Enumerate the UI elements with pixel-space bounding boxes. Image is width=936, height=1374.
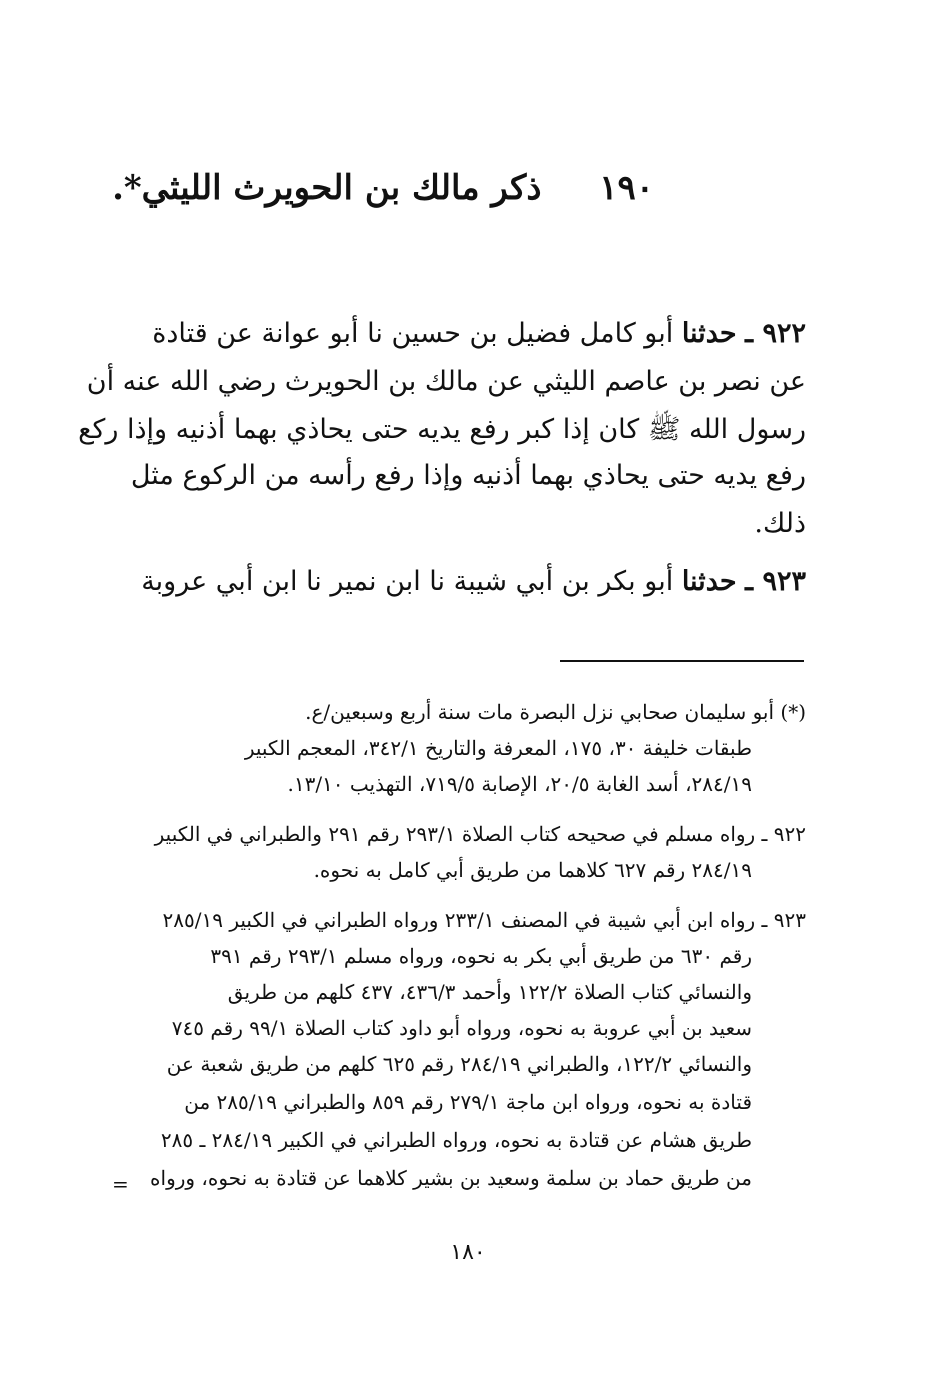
footnote-923-line-3: والنسائي كتاب الصلاة ١٢٢/٢ وأحمد ٤٣٦/٣، ٤٣٧ كلهم من طريق (227, 980, 752, 1004)
hadith-922-line-5: ذلك. (754, 508, 806, 539)
hadith-922-number: ٩٢٢ ـ (745, 318, 806, 349)
footnote-923-line-7: طريق هشام عن قتادة به نحوه، ورواه الطبراني في الكبير ٢٨٤/١٩ ـ ٢٨٥ (160, 1128, 752, 1152)
footnote-star-line-3: ٢٨٤/١٩، أسد الغابة ٢٠/٥، الإصابة ٧١٩/٥، التهذيب ١٣/١٠. (287, 772, 752, 796)
footnote-star-line-1: (*) أبو سليمان صحابي نزل البصرة مات سنة أربع وسبعين/ع. (305, 700, 806, 724)
hadith-923-text: أبو بكر بن أبي شيبة نا ابن نمير نا ابن أبي عروبة (141, 566, 674, 597)
hadith-922-line-1 (152, 318, 806, 349)
chapter-heading (112, 168, 654, 208)
chapter-number: ١٩٠ (599, 168, 654, 208)
hadith-922-line-4: رفع يديه حتى يحاذي بهما أذنيه وإذا رفع رأسه من الركوع مثل (130, 460, 806, 491)
hadith-923-line-1 (141, 566, 806, 597)
hadith-923-keyword: حدثنا (681, 566, 737, 597)
continuation-mark: = (112, 1172, 129, 1196)
footnote-922-line-1: ٩٢٢ ـ رواه مسلم في صحيحه كتاب الصلاة ٢٩٣/١ رقم ٢٩١ والطبراني في الكبير (154, 822, 806, 846)
footnote-923-line-6: قتادة به نحوه، ورواه ابن ماجة ٢٧٩/١ رقم ٨٥٩ والطبراني ٢٨٥/١٩ من (184, 1090, 752, 1114)
page-number: ١٨٠ (450, 1240, 486, 1265)
footnote-star-line-2: طبقات خليفة ٣٠، ١٧٥، المعرفة والتاريخ ٣٤٢/١، المعجم الكبير (244, 736, 752, 760)
hadith-922-line-3: رسول الله ﷺ كان إذا كبر رفع يديه حتى يحاذي بهما أذنيه وإذا ركع (78, 414, 806, 445)
hadith-922-text: أبو كامل فضيل بن حسين نا أبو عوانة عن قتادة (152, 318, 674, 349)
chapter-title: ذكر مالك بن الحويرث الليثي*. (112, 168, 542, 208)
footnote-923-line-2: رقم ٦٣٠ من طريق أبي بكر به نحوه، ورواه مسلم ٢٩٣/١ رقم ٣٩١ (210, 944, 752, 968)
footnote-922-line-2: ٢٨٤/١٩ رقم ٦٢٧ كلاهما من طريق أبي كامل به نحوه. (313, 858, 752, 882)
footnote-923-line-1: ٩٢٣ ـ رواه ابن أبي شيبة في المصنف ٢٣٣/١ ورواه الطبراني في الكبير ٢٨٥/١٩ (162, 908, 806, 932)
footnote-923-line-4: سعيد بن أبي عروبة به نحوه، ورواه أبو داود كتاب الصلاة ٩٩/١ رقم ٧٤٥ (171, 1016, 752, 1040)
footnote-923-line-8: من طريق حماد بن سلمة وسعيد بن بشير كلاهما عن قتادة به نحوه، ورواه (150, 1166, 752, 1190)
hadith-923-number: ٩٢٣ ـ (745, 566, 806, 597)
footnote-923-line-5: والنسائي ١٢٢/٢، والطبراني ٢٨٤/١٩ رقم ٦٢٥ كلهم من طريق شعبة عن (166, 1052, 752, 1076)
hadith-922-keyword: حدثنا (681, 318, 737, 349)
footnote-separator (560, 660, 804, 662)
hadith-922-line-2: عن نصر بن عاصم الليثي عن مالك بن الحويرث رضي الله عنه أن (86, 366, 806, 397)
